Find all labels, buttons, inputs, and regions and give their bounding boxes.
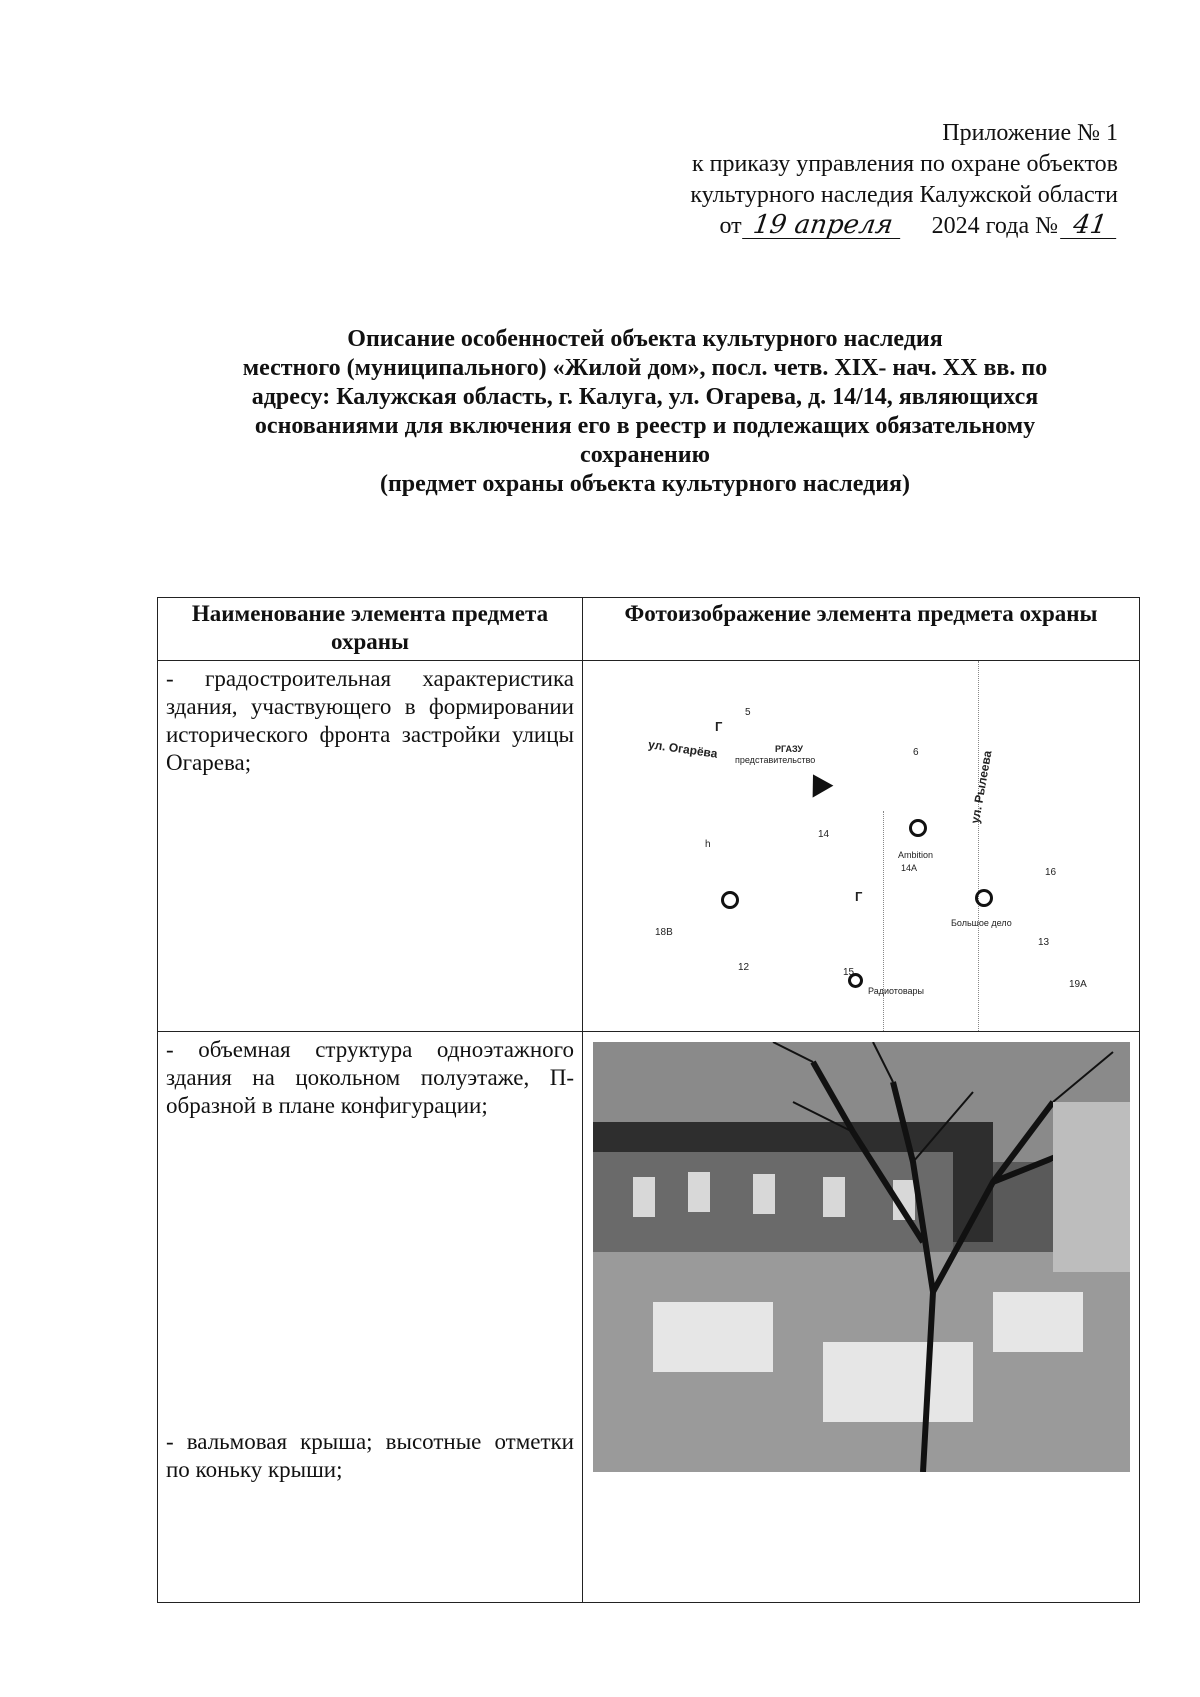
map-label: 19А	[1069, 979, 1087, 990]
building-photo	[593, 1042, 1130, 1472]
map-street-ryleeva: ул. Рылеева	[967, 749, 995, 825]
map-label: 6	[913, 747, 919, 758]
map-label: h	[705, 839, 711, 850]
map-label: 5	[745, 707, 751, 718]
map-label: 14	[818, 829, 830, 840]
map-label: Ambition	[898, 850, 934, 860]
year-text: 2024 года №	[931, 213, 1058, 239]
map-label: Г	[855, 889, 863, 904]
title-line6: (предмет охраны объекта культурного наследия)	[379, 471, 910, 497]
document-title	[180, 325, 1110, 499]
map-poi-icon	[848, 973, 863, 988]
appendix-line2: к приказу управления по охране объектов	[691, 151, 1118, 177]
map-poi-icon	[909, 819, 927, 837]
location-map	[583, 661, 1140, 1031]
appendix-date-line	[690, 211, 1118, 242]
date-prefix: от	[719, 213, 742, 239]
map-label: 12	[738, 962, 750, 973]
map-label: РГАЗУ	[775, 744, 803, 754]
title-line3: адресу: Калужская область, г. Калуга, ул. Огарева, д. 14/14, являющихся	[251, 384, 1039, 410]
appendix-line3: культурного наследия Калужской области	[690, 182, 1118, 208]
map-label: представительство	[735, 755, 816, 765]
map-label: Г	[715, 719, 723, 734]
map-label: Радиотовары	[868, 986, 924, 996]
map-label: 14А	[901, 863, 918, 873]
map-label: Большое дело	[951, 918, 1012, 928]
map-poi-icon	[975, 889, 993, 907]
title-line4: основаниями для включения его в реестр и подлежащих обязательному	[254, 413, 1036, 439]
row2-description-roof: - вальмовая крыша; высотные отметки по коньку крыши;	[166, 1429, 574, 1482]
title-line1: Описание особенностей объекта культурного наследия	[347, 326, 943, 352]
header-photo: Фотоизображение элемента предмета охраны	[583, 598, 1140, 661]
map-street-ogareva: ул. Огарёва	[647, 737, 719, 761]
map-label: 13	[1038, 937, 1050, 948]
map-poi-icon	[721, 891, 739, 909]
row2-description: - объемная структура одноэтажного здания на цокольном полуэтаже, П-образной в плане конфигурации;	[166, 1037, 574, 1118]
table-row	[158, 1032, 1140, 1603]
title-line5: сохранению	[580, 442, 710, 468]
appendix-header	[690, 118, 1118, 242]
handwritten-date: 19 апреля	[742, 212, 904, 239]
title-line2: местного (муниципального) «Жилой дом», посл. четв. XIX- нач. XX вв. по	[242, 355, 1048, 381]
map-label: 18В	[655, 927, 673, 938]
handwritten-number: 41	[1060, 212, 1120, 239]
appendix-line1: Приложение № 1	[942, 120, 1118, 146]
map-label: 16	[1045, 867, 1057, 878]
protection-subject-table	[157, 597, 1140, 1603]
table-row	[158, 661, 1140, 1032]
map-label: 15	[843, 967, 855, 978]
building-photo-image	[593, 1042, 1130, 1472]
header-element-name: Наименование элемента предмета охраны	[158, 598, 583, 661]
row1-description: - градостроительная характеристика здания, участвующего в формировании исторического фронта застройки улицы Огарева;	[166, 666, 574, 775]
